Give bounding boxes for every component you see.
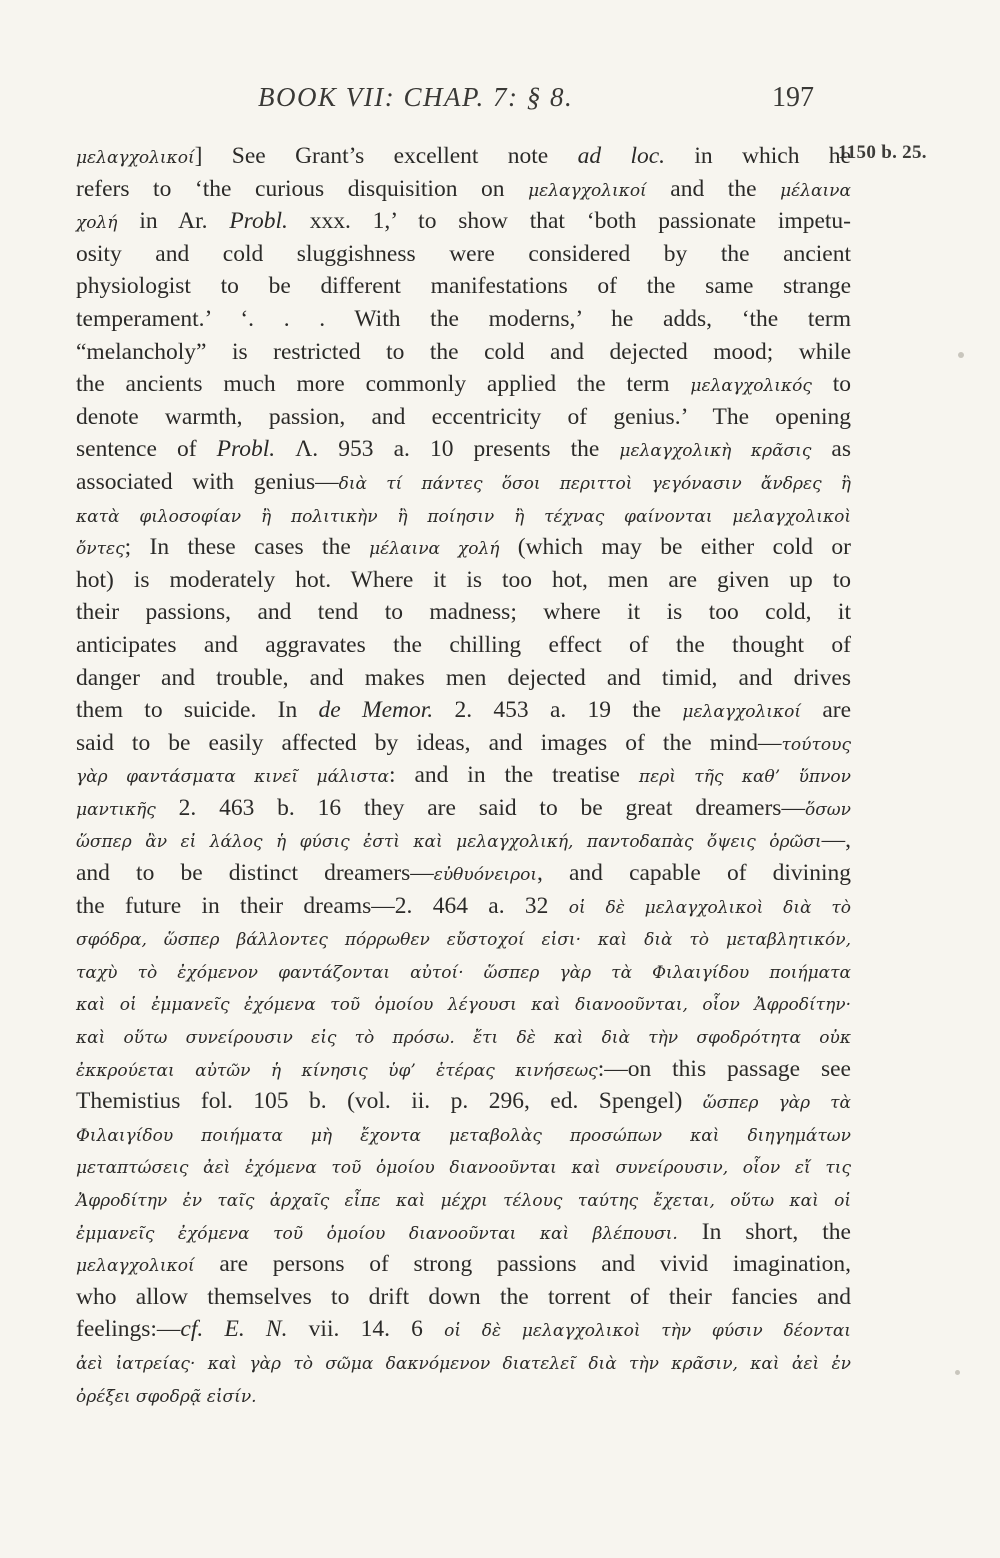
running-head	[0, 82, 1000, 122]
text-run: are persons of strong passions and vivid imagination,	[194, 1251, 851, 1278]
greek-text: μελαγχολικός	[690, 376, 812, 397]
greek-text: Φιλαιγίδου ποιήματα μὴ ἔχοντα μεταβολὰς προσώπων καὶ διηγημάτων	[76, 1125, 851, 1146]
italic-text: de Memor.	[318, 697, 434, 724]
greek-text: μελαγχολικοί	[76, 1256, 195, 1277]
greek-text: ὥσπερ γὰρ τὰ	[702, 1093, 851, 1114]
greek-text: οἱ δὲ μελαγχολικοὶ διὰ τὸ	[568, 897, 851, 918]
text-line	[76, 1085, 851, 1118]
greek-text: ἀεὶ ἰατρείας· καὶ γὰρ τὸ σῶμα δακνόμενον διατελεῖ διὰ τὴν κρᾶσιν, καὶ ἀεὶ ἐν	[76, 1353, 851, 1374]
text-line	[76, 205, 851, 238]
italic-text: Probl.	[229, 208, 288, 235]
text-run: in Ar.	[117, 208, 230, 235]
text-run: in which he	[665, 143, 851, 169]
text-line	[76, 727, 851, 760]
text-line	[76, 1379, 851, 1412]
text-run: ; In these cases the	[124, 534, 370, 561]
greek-text: καὶ οὕτω συνείρουσιν εἰς τὸ πρόσω. ἔτι δὲ καὶ διὰ τὴν σφοδρότητα οὐκ	[76, 1028, 851, 1049]
text-line	[76, 694, 851, 727]
text-run: In short, the	[677, 1218, 851, 1245]
greek-text: τούτους	[781, 734, 851, 755]
text-run: the future in their dreams—2. 464 a. 32	[76, 892, 569, 919]
text-line	[76, 564, 851, 597]
text-run: temperament.’ ‘. . . With the moderns,’ he adds, ‘the term	[76, 305, 851, 332]
greek-text: κατὰ φιλοσοφίαν ἢ πολιτικὴν ἢ ποίησιν ἢ τέχνας φαίνονται μελαγχολικοὶ	[76, 506, 851, 527]
text-line	[76, 238, 851, 271]
text-run: “melancholy” is restricted to the cold and dejected mood; while	[76, 338, 851, 365]
text-line	[76, 1313, 851, 1346]
greek-text: σφόδρα, ὥσπερ βάλλοντες πόρρωθεν εὔστοχοί εἰσι· καὶ διὰ τὸ μεταβλητικόν,	[76, 930, 851, 951]
text-run: sentence of	[76, 436, 217, 463]
commentary-text	[76, 140, 851, 1411]
text-line	[76, 890, 851, 923]
greek-text: μελαγχολικοί	[76, 148, 195, 168]
text-run: their passions, and tend to madness; where it is too cold, it	[76, 599, 851, 626]
text-line	[76, 173, 851, 206]
text-run: and the	[646, 175, 781, 202]
text-line	[76, 987, 851, 1020]
greek-text: Ἀφροδίτην ἐν ταῖς ἀρχαῖς εἶπε καὶ μέχρι τέλους ταύτης ἔχεται, οὕτω καὶ οἱ	[76, 1191, 851, 1211]
text-run: Themistius fol. 105 b. (vol. ii. p. 296, ed. Spengel)	[76, 1088, 703, 1115]
text-run: as	[811, 436, 851, 463]
text-run: hot) is moderately hot. Where it is too hot, men are given up to	[76, 566, 851, 593]
greek-text: εὐθυόνειροι	[433, 865, 537, 886]
margin-reference: 1150 b. 25.	[838, 142, 927, 163]
text-run: anticipates and aggravates the chilling effect of the thought of	[76, 631, 851, 658]
text-run: danger and trouble, and makes men dejected and timid, and drives	[76, 664, 851, 691]
text-run: ] See Grant’s excellent note	[194, 143, 578, 169]
greek-text: ὅσων	[804, 799, 851, 820]
greek-text: περὶ τῆς καθ’ ὕπνον	[638, 767, 851, 788]
text-line	[76, 1248, 851, 1281]
chapter-heading: BOOK VII: CHAP. 7: § 8.	[258, 82, 574, 112]
page-number: 197	[772, 82, 814, 113]
text-line	[76, 792, 851, 825]
text-run: osity and cold sluggishness were considered by the ancient	[76, 240, 851, 267]
text-line	[76, 629, 851, 662]
text-line	[76, 1346, 851, 1379]
text-line	[76, 857, 851, 890]
greek-text: μαντικῆς	[76, 799, 156, 820]
text-line	[76, 1118, 851, 1151]
text-line	[76, 824, 851, 857]
text-run: the ancients much more commonly applied the term	[76, 371, 691, 398]
greek-text: οἱ δὲ μελαγχολικοὶ τὴν φύσιν δέονται	[444, 1321, 851, 1342]
text-run: physiologist to be different manifestations of the same strange	[76, 273, 851, 300]
text-run: refers to ‘the curious disquisition on	[76, 175, 529, 202]
greek-text: διὰ τί πάντες ὅσοι περιττοὶ γεγόνασιν ἄνδρες ἢ	[338, 473, 851, 494]
text-line	[76, 1183, 851, 1216]
text-run: xxx. 1,’ to show that ‘both passionate impetu-	[287, 208, 851, 235]
text-line	[76, 759, 851, 792]
text-run: are	[801, 697, 852, 724]
text-run: them to suicide. In	[76, 697, 319, 724]
text-line	[76, 401, 851, 434]
text-line	[76, 1281, 851, 1314]
text-run: 2. 463 b. 16 they are said to be great dreamers—	[155, 794, 805, 821]
text-line	[76, 303, 851, 336]
text-run: and to be distinct dreamers—	[76, 860, 434, 887]
greek-text: ἐμμανεῖς ἐχόμενα τοῦ ὁμοίου διανοοῦνται καὶ βλέπουσι.	[76, 1223, 678, 1244]
greek-text: ὀρέξει σφοδρᾷ εἰσίν.	[76, 1386, 257, 1407]
greek-text: ὥσπερ ἂν εἰ λάλος ἡ φύσις ἐστὶ καὶ μελαγχολική, παντοδαπὰς ὄψεις ὁρῶσι	[76, 832, 822, 853]
greek-text: ἐκκρούεται αὐτῶν ἡ κίνησις ὑφ’ ἑτέρας κινήσεως	[76, 1060, 598, 1081]
greek-text: μελαγχολικοί	[682, 702, 802, 723]
greek-text: ὄντες	[76, 539, 125, 560]
text-run: said to be easily affected by ideas, and images of the mind—	[76, 729, 782, 756]
text-run: associated with genius—	[76, 468, 339, 495]
text-run: —,	[821, 827, 851, 854]
text-line	[76, 270, 851, 303]
text-run: to	[811, 371, 851, 398]
greek-text: μελαγχολικὴ κρᾶσις	[619, 441, 812, 462]
text-run: , and capable of divining	[537, 860, 851, 887]
text-line	[76, 433, 851, 466]
text-line	[76, 368, 851, 401]
text-run: :—on this passage see	[597, 1055, 851, 1082]
greek-text: μελαγχολικοί	[528, 180, 647, 201]
italic-text: ad loc.	[577, 143, 666, 169]
text-run: 2. 453 a. 19 the	[433, 697, 683, 724]
italic-text: cf. E. N.	[180, 1316, 288, 1343]
text-run: feelings:—	[76, 1316, 181, 1343]
text-run: vii. 14. 6	[287, 1316, 445, 1343]
greek-text: μέλαινα χολή	[369, 539, 500, 560]
text-run: denote warmth, passion, and eccentricity of genius.’ The opening	[76, 403, 851, 430]
greek-text: μεταπτώσεις ἀεὶ ἐχόμενα τοῦ ὁμοίου διανοοῦνται καὶ συνείρουσιν, οἷον εἴ τις	[76, 1158, 851, 1179]
greek-text: ταχὺ τὸ ἐχόμενον φαντάζονται αὐτοί· ὥσπερ γὰρ τὰ Φιλαιγίδου ποιήματα	[76, 962, 851, 983]
text-line	[76, 922, 851, 955]
text-line	[76, 596, 851, 629]
greek-text: καὶ οἱ ἐμμανεῖς ἐχόμενα τοῦ ὁμοίου λέγουσι καὶ διανοοῦνται, οἷον Ἀφροδίτην·	[76, 995, 851, 1016]
text-line	[76, 499, 851, 532]
text-line	[76, 140, 851, 173]
text-line	[76, 1150, 851, 1183]
text-line	[76, 466, 851, 499]
text-run: who allow themselves to drift down the torrent of their fancies and	[76, 1283, 851, 1310]
paper-speck	[955, 1370, 960, 1375]
text-line	[76, 531, 851, 564]
text-line	[76, 336, 851, 369]
text-line	[76, 1216, 851, 1249]
greek-text: μέλαινα	[780, 180, 851, 201]
text-line	[76, 955, 851, 988]
italic-text: Probl.	[216, 436, 276, 463]
paper-speck	[958, 352, 964, 358]
greek-text: χολή	[76, 213, 118, 234]
greek-text: γὰρ φαντάσματα κινεῖ μάλιστα	[76, 767, 389, 788]
text-run: Λ. 953 a. 10 presents the	[275, 436, 620, 463]
text-line	[76, 1020, 851, 1053]
text-run: (which may be either cold or	[499, 534, 851, 561]
text-run: : and in the treatise	[389, 762, 639, 789]
text-line	[76, 662, 851, 695]
text-line	[76, 1053, 851, 1086]
